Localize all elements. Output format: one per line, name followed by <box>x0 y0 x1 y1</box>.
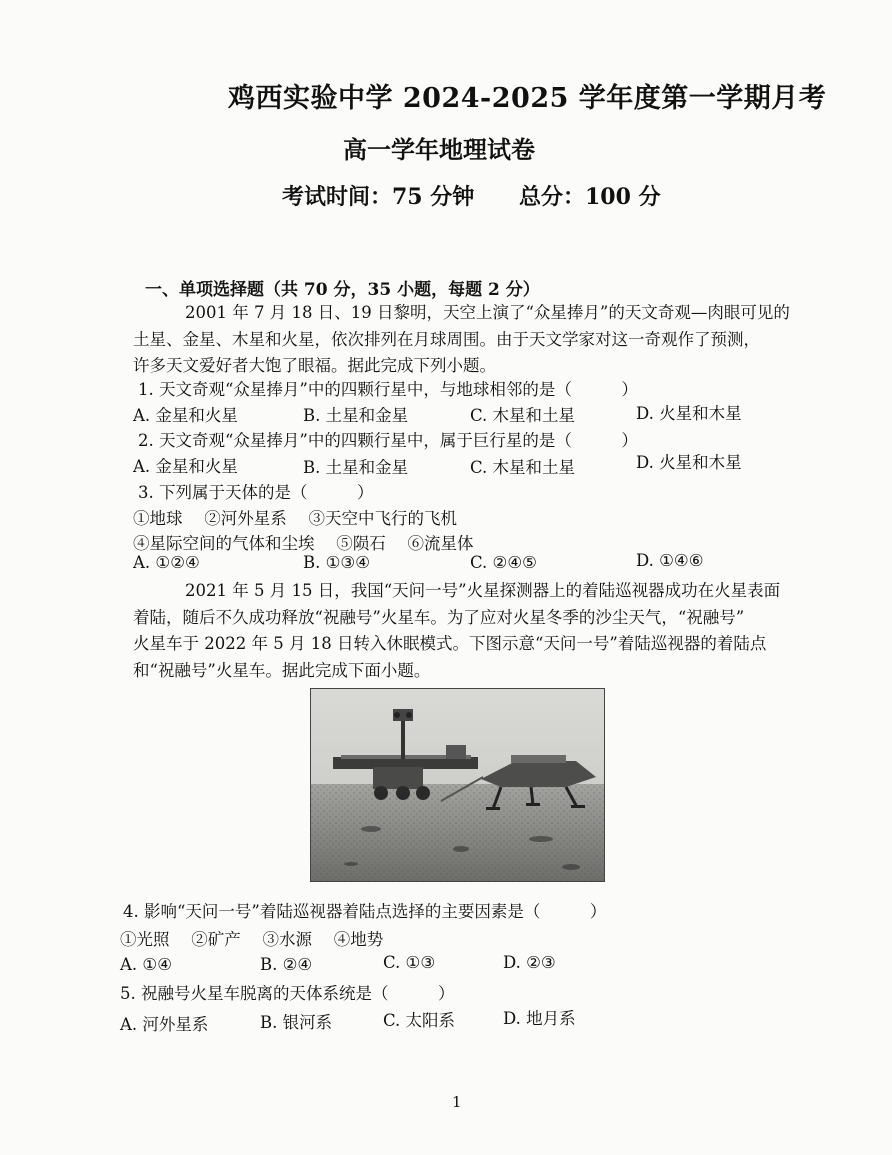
question-3-option-b: B. ①③④ <box>303 553 370 572</box>
question-2-option-c: C. 木星和土星 <box>470 458 576 477</box>
question-5-option-b: B. 银河系 <box>260 1013 333 1032</box>
question-4-option-c: C. ①③ <box>383 953 436 972</box>
question-4-option-a: A. ①④ <box>120 955 172 974</box>
question-5-stem: 5. 祝融号火星车脱离的天体系统是（ ） <box>120 984 455 1003</box>
question-3-option-c: C. ②④⑤ <box>470 553 537 572</box>
passage-2-line-4: 和“祝融号”火星车。据此完成下面小题。 <box>133 661 431 680</box>
question-1-option-c: C. 木星和土星 <box>470 406 576 425</box>
question-1-stem: 1. 天文奇观“众星捧月”中的四颗行星中，与地球相邻的是（ ） <box>138 380 638 399</box>
page-number: 1 <box>452 1093 462 1111</box>
passage-2-line-1: 2021 年 5 月 15 日，我国“天问一号”火星探测器上的着陆巡视器成功在火星表面 <box>185 581 781 600</box>
section-heading: 一、单项选择题（共 70 分，35 小题，每题 2 分） <box>145 280 540 300</box>
question-4-option-d: D. ②③ <box>503 953 556 972</box>
question-2-stem: 2. 天文奇观“众星捧月”中的四颗行星中，属于巨行星的是（ ） <box>138 431 638 450</box>
question-1-option-b: B. 土星和金星 <box>303 406 409 425</box>
question-3-stem: 3. 下列属于天体的是（ ） <box>138 483 374 502</box>
question-4-option-b: B. ②④ <box>260 955 313 974</box>
passage-2-line-2: 着陆，随后不久成功释放“祝融号”火星车。为了应对火星冬季的沙尘天气，“祝融号” <box>133 608 745 627</box>
question-4-stem: 4. 影响“天问一号”着陆巡视器着陆点选择的主要因素是（ ） <box>123 902 607 921</box>
passage-1-line-3: 许多天文爱好者大饱了眼福。据此完成下列小题。 <box>133 356 496 375</box>
question-3-option-d: D. ①④⑥ <box>636 551 704 570</box>
question-2-option-b: B. 土星和金星 <box>303 458 409 477</box>
exam-total-score: 总分：100 分 <box>519 184 661 210</box>
passage-1-line-1: 2001 年 7 月 18 日、19 日黎明，天空上演了“众星捧月”的天文奇观—肉眼可见的 <box>185 303 790 322</box>
exam-time: 考试时间：75 分钟 <box>282 184 475 210</box>
passage-1-line-2: 土星、金星、木星和火星，依次排列在月球周围。由于天文学家对这一奇观作了预测， <box>133 330 760 349</box>
exam-title: 鸡西实验中学 2024-2025 学年度第一学期月考 <box>228 83 827 114</box>
question-2-option-d: D. 火星和木星 <box>636 453 742 472</box>
question-5-option-d: D. 地月系 <box>503 1009 576 1028</box>
question-5-option-c: C. 太阳系 <box>383 1011 456 1030</box>
question-1-option-a: A. 金星和火星 <box>133 406 238 425</box>
question-1-option-d: D. 火星和木星 <box>636 404 742 423</box>
question-5-option-a: A. 河外星系 <box>120 1015 209 1034</box>
mars-lander-rover-photo <box>310 688 605 882</box>
question-3-items-line-2: ④星际空间的气体和尘埃 ⑤陨石 ⑥流星体 <box>133 534 474 553</box>
question-3-option-a: A. ①②④ <box>133 553 200 572</box>
question-4-items: ①光照 ②矿产 ③水源 ④地势 <box>120 930 384 949</box>
question-2-option-a: A. 金星和火星 <box>133 457 238 476</box>
question-3-items-line-1: ①地球 ②河外星系 ③天空中飞行的飞机 <box>133 509 457 528</box>
passage-2-line-3: 火星车于 2022 年 5 月 18 日转入休眠模式。下图示意“天问一号”着陆巡视器的着陆点 <box>133 634 767 653</box>
exam-subtitle: 高一学年地理试卷 <box>343 135 535 164</box>
